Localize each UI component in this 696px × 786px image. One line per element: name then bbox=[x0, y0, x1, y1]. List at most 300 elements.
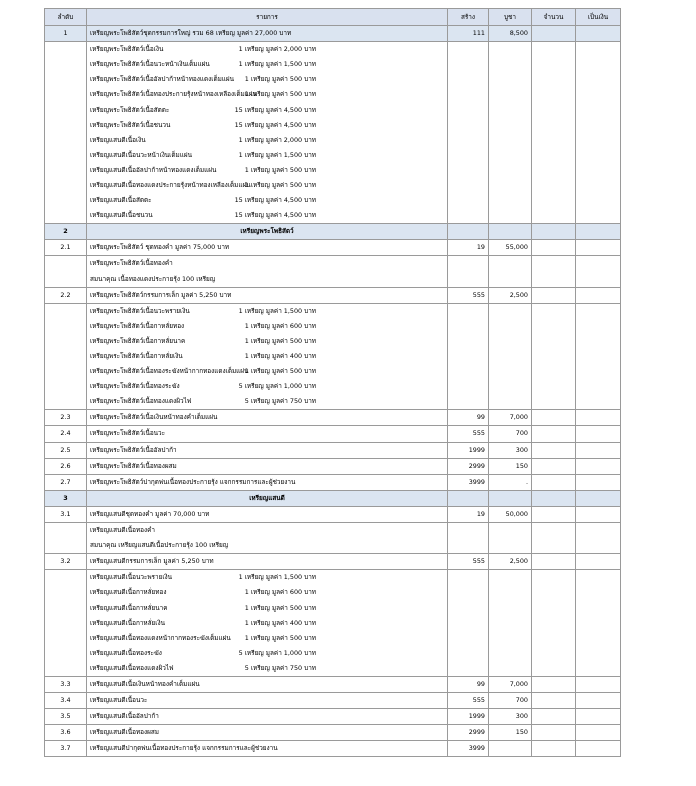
table-body bbox=[45, 26, 621, 757]
row-amount bbox=[532, 163, 576, 178]
sub-item-label: เหรียญแสนดีเนื้อกาหลั่ยเงิน bbox=[90, 618, 165, 627]
row-amount bbox=[532, 554, 576, 570]
row-donation bbox=[489, 349, 532, 364]
row-description bbox=[87, 163, 448, 178]
section-row bbox=[45, 490, 621, 506]
sub-item-quantity: 1 เหรียญ มูลค่า 1,500 บาท bbox=[238, 60, 316, 69]
sub-item-row bbox=[45, 57, 621, 72]
sub-item-row bbox=[45, 193, 621, 208]
row-money bbox=[576, 394, 621, 410]
row-number bbox=[45, 616, 87, 631]
row-donation bbox=[489, 57, 532, 72]
row-number bbox=[45, 178, 87, 193]
row-donation bbox=[489, 646, 532, 661]
row-money bbox=[576, 319, 621, 334]
row-amount bbox=[532, 42, 576, 58]
row-description bbox=[87, 118, 448, 133]
row-money bbox=[576, 490, 621, 506]
row-money bbox=[576, 334, 621, 349]
row-created: 555 bbox=[448, 426, 489, 442]
row-donation bbox=[489, 256, 532, 272]
sub-item-quantity: 15 เหรียญ มูลค่า 4,500 บาท bbox=[234, 105, 316, 114]
table-row bbox=[45, 506, 621, 522]
row-donation bbox=[489, 224, 532, 240]
sub-item-row bbox=[45, 208, 621, 224]
row-money bbox=[576, 616, 621, 631]
row-created: 555 bbox=[448, 554, 489, 570]
row-created bbox=[448, 148, 489, 163]
row-donation bbox=[489, 538, 532, 554]
row-money bbox=[576, 379, 621, 394]
row-money bbox=[576, 725, 621, 741]
row-number bbox=[45, 272, 87, 288]
row-description bbox=[87, 379, 448, 394]
row-number bbox=[45, 148, 87, 163]
sub-item-label: เหรียญพระโพธิสัตว์เนื้อทองระฆังหน้ากากทองแดงเต็มแผ่น bbox=[90, 367, 249, 376]
price-list-table bbox=[44, 8, 621, 757]
row-created bbox=[448, 208, 489, 224]
row-donation bbox=[489, 319, 532, 334]
row-donation: . bbox=[489, 474, 532, 490]
sub-item-row bbox=[45, 42, 621, 58]
row-description bbox=[87, 585, 448, 600]
row-description: เหรียญพระโพธิสัตว์ bbox=[87, 224, 448, 240]
row-amount bbox=[532, 506, 576, 522]
sub-item-row bbox=[45, 631, 621, 646]
sub-item-label: เหรียญพระโพธิสัตว์เนื้ออัลปาก้าหน้าทองแดงเต็มแผ่น bbox=[90, 75, 235, 84]
table-row bbox=[45, 693, 621, 709]
sub-item-quantity: 1 เหรียญ มูลค่า 500 บาท bbox=[244, 336, 316, 345]
row-description bbox=[87, 334, 448, 349]
table-row bbox=[45, 287, 621, 303]
row-donation bbox=[489, 600, 532, 615]
row-created bbox=[448, 256, 489, 272]
row-amount bbox=[532, 272, 576, 288]
row-description: เหรียญพระโพธิสัตว์ ชุดทองคำ มูลค่า 75,000 บาท bbox=[87, 240, 448, 256]
row-amount bbox=[532, 178, 576, 193]
row-number bbox=[45, 256, 87, 272]
row-description bbox=[87, 570, 448, 586]
row-amount bbox=[532, 631, 576, 646]
sub-item-label: เหรียญพระโพธิสัตว์เนื้อนวะหน้าเงินเต็มแผ่น bbox=[90, 60, 210, 69]
sub-item-quantity: 1 เหรียญ มูลค่า 400 บาท bbox=[244, 618, 316, 627]
row-donation: 700 bbox=[489, 693, 532, 709]
row-amount bbox=[532, 102, 576, 117]
row-amount bbox=[532, 490, 576, 506]
row-amount bbox=[532, 118, 576, 133]
row-created bbox=[448, 57, 489, 72]
row-number bbox=[45, 303, 87, 319]
row-created: 19 bbox=[448, 240, 489, 256]
row-money bbox=[576, 364, 621, 379]
row-money bbox=[576, 570, 621, 586]
sub-item-quantity: 5 เหรียญ มูลค่า 1,000 บาท bbox=[238, 382, 316, 391]
table-row bbox=[45, 709, 621, 725]
section-row bbox=[45, 224, 621, 240]
row-number bbox=[45, 349, 87, 364]
row-donation bbox=[489, 585, 532, 600]
row-donation: 700 bbox=[489, 426, 532, 442]
row-description: เหรียญพระโพธิสัตว์ปากุดพ่นเนื้อทองประกายรุ้ง แจกกรรมการและผู้ช่วยงาน bbox=[87, 474, 448, 490]
sub-item-label: เหรียญแสนดีเนื้อนวะพรายเงิน bbox=[90, 573, 172, 582]
sub-item-quantity: 1 เหรียญ มูลค่า 600 บาท bbox=[244, 588, 316, 597]
row-donation bbox=[489, 178, 532, 193]
sub-item-quantity: 1 เหรียญ มูลค่า 1,500 บาท bbox=[238, 150, 316, 159]
sub-item-quantity: 1 เหรียญ มูลค่า 1,500 บาท bbox=[238, 573, 316, 582]
row-description bbox=[87, 349, 448, 364]
sub-item-quantity: 1 เหรียญ มูลค่า 400 บาท bbox=[244, 352, 316, 361]
row-amount bbox=[532, 349, 576, 364]
row-created bbox=[448, 600, 489, 615]
row-donation bbox=[489, 272, 532, 288]
row-donation bbox=[489, 133, 532, 148]
row-amount bbox=[532, 410, 576, 426]
row-number: 3.2 bbox=[45, 554, 87, 570]
row-created: 3999 bbox=[448, 741, 489, 757]
row-created bbox=[448, 379, 489, 394]
row-donation bbox=[489, 42, 532, 58]
table-row bbox=[45, 26, 621, 42]
row-number bbox=[45, 118, 87, 133]
header-item: รายการ bbox=[87, 9, 448, 26]
row-amount bbox=[532, 646, 576, 661]
sub-item-row bbox=[45, 133, 621, 148]
row-created: 99 bbox=[448, 676, 489, 692]
sub-item-row bbox=[45, 256, 621, 272]
row-description: เหรียญแสนดีเนื้ออัลปาก้า bbox=[87, 709, 448, 725]
row-donation bbox=[489, 334, 532, 349]
row-money bbox=[576, 256, 621, 272]
sub-item-label: เหรียญพระโพธิสัตว์เนื้อกาหลั่ยเงิน bbox=[90, 352, 183, 361]
sub-item-label: เหรียญพระโพธิสัตว์เนื้อเงิน bbox=[90, 45, 164, 54]
row-number bbox=[45, 42, 87, 58]
sub-item-row bbox=[45, 163, 621, 178]
row-description: เหรียญพระโพธิสัตว์เนื้อเงินหน้าทองคำเต็มแผ่น bbox=[87, 410, 448, 426]
row-description bbox=[87, 42, 448, 58]
row-amount bbox=[532, 57, 576, 72]
row-created: 2999 bbox=[448, 725, 489, 741]
sub-item-row bbox=[45, 72, 621, 87]
row-created bbox=[448, 42, 489, 58]
row-description bbox=[87, 661, 448, 677]
table-row bbox=[45, 458, 621, 474]
row-number: 2.3 bbox=[45, 410, 87, 426]
row-description: เหรียญพระโพธิสัตว์เนื้อทองผสม bbox=[87, 458, 448, 474]
row-amount bbox=[532, 379, 576, 394]
row-donation bbox=[489, 394, 532, 410]
row-created: 1999 bbox=[448, 442, 489, 458]
row-donation: 2,500 bbox=[489, 287, 532, 303]
row-number bbox=[45, 193, 87, 208]
sub-item-row bbox=[45, 118, 621, 133]
row-number bbox=[45, 523, 87, 539]
row-money bbox=[576, 178, 621, 193]
row-money bbox=[576, 585, 621, 600]
row-created bbox=[448, 538, 489, 554]
row-number bbox=[45, 72, 87, 87]
sub-item-row bbox=[45, 523, 621, 539]
row-number: 3.1 bbox=[45, 506, 87, 522]
row-donation: 150 bbox=[489, 458, 532, 474]
row-donation bbox=[489, 72, 532, 87]
row-description bbox=[87, 102, 448, 117]
row-number bbox=[45, 600, 87, 615]
row-number: 3.5 bbox=[45, 709, 87, 725]
row-created: 99 bbox=[448, 410, 489, 426]
row-created bbox=[448, 224, 489, 240]
row-money bbox=[576, 631, 621, 646]
sub-item-row bbox=[45, 600, 621, 615]
row-donation bbox=[489, 208, 532, 224]
sub-item-row bbox=[45, 334, 621, 349]
row-number bbox=[45, 631, 87, 646]
row-description: เหรียญแสนดีเนื้อทองผสม bbox=[87, 725, 448, 741]
sub-item-label: เหรียญแสนดีเนื้อชนวน bbox=[90, 211, 153, 220]
row-money bbox=[576, 118, 621, 133]
row-donation: 2,500 bbox=[489, 554, 532, 570]
row-number bbox=[45, 585, 87, 600]
row-donation bbox=[489, 87, 532, 102]
row-money bbox=[576, 661, 621, 677]
row-number: 3.3 bbox=[45, 676, 87, 692]
sub-item-quantity: 1 เหรียญ มูลค่า 600 บาท bbox=[244, 321, 316, 330]
sub-item-quantity: 1 เหรียญ มูลค่า 500 บาท bbox=[244, 180, 316, 189]
sub-item-label: เหรียญแสนดีเนื้อทองแดงประกายรุ้งหน้าทองเหลืองเต็มแผ่น bbox=[90, 180, 251, 189]
row-amount bbox=[532, 693, 576, 709]
row-created bbox=[448, 272, 489, 288]
row-created bbox=[448, 394, 489, 410]
row-amount bbox=[532, 240, 576, 256]
row-description bbox=[87, 208, 448, 224]
row-amount bbox=[532, 585, 576, 600]
row-number: 1 bbox=[45, 26, 87, 42]
row-description: เหรียญพระโพธิสัตว์เนื้ออัลปาก้า bbox=[87, 442, 448, 458]
row-description bbox=[87, 193, 448, 208]
header-row bbox=[45, 9, 621, 26]
row-money bbox=[576, 148, 621, 163]
header-created: สร้าง bbox=[448, 9, 489, 26]
row-number: 3.4 bbox=[45, 693, 87, 709]
row-amount bbox=[532, 616, 576, 631]
row-money bbox=[576, 410, 621, 426]
table-row bbox=[45, 474, 621, 490]
sub-item-row bbox=[45, 303, 621, 319]
sub-item-label: เหรียญแสนดีเนื้อเงิน bbox=[90, 135, 146, 144]
row-money bbox=[576, 554, 621, 570]
row-created: 1999 bbox=[448, 709, 489, 725]
row-money bbox=[576, 57, 621, 72]
row-amount bbox=[532, 72, 576, 87]
row-created: 2999 bbox=[448, 458, 489, 474]
sub-item-label: เหรียญแสนดีเนื้อนวะหน้าเงินเต็มแผ่น bbox=[90, 150, 192, 159]
row-description bbox=[87, 631, 448, 646]
row-number: 2.4 bbox=[45, 426, 87, 442]
row-amount bbox=[532, 741, 576, 757]
sub-item-quantity: 1 เหรียญ มูลค่า 500 บาท bbox=[244, 367, 316, 376]
row-money bbox=[576, 287, 621, 303]
row-number bbox=[45, 379, 87, 394]
row-amount bbox=[532, 303, 576, 319]
row-donation bbox=[489, 148, 532, 163]
row-donation bbox=[489, 193, 532, 208]
row-money bbox=[576, 26, 621, 42]
row-description: เหรียญแสนดี bbox=[87, 490, 448, 506]
row-amount bbox=[532, 193, 576, 208]
sub-item-label: เหรียญพระโพธิสัตว์เนื้อนวะพรายเงิน bbox=[90, 306, 190, 315]
row-donation bbox=[489, 616, 532, 631]
row-created bbox=[448, 163, 489, 178]
row-amount bbox=[532, 133, 576, 148]
row-number: 3.6 bbox=[45, 725, 87, 741]
sub-item-row bbox=[45, 272, 621, 288]
row-money bbox=[576, 600, 621, 615]
row-money bbox=[576, 709, 621, 725]
table-row bbox=[45, 676, 621, 692]
row-number: 3.7 bbox=[45, 741, 87, 757]
row-money bbox=[576, 72, 621, 87]
row-description: สมนาคุณ เนื้อทองแดงประกายรุ้ง 100 เหรียญ bbox=[87, 272, 448, 288]
sub-item-row bbox=[45, 102, 621, 117]
row-description: เหรียญแสนดีเนื้อเงินหน้าทองคำเต็มแผ่น bbox=[87, 676, 448, 692]
sub-item-label: เหรียญพระโพธิสัตว์เนื้อทองประกายรุ้งหน้าทองเหลืองเต็มแผ่น bbox=[90, 90, 257, 99]
sub-item-row bbox=[45, 379, 621, 394]
row-number bbox=[45, 334, 87, 349]
row-description bbox=[87, 600, 448, 615]
row-description: เหรียญแสนดีเนื้อนวะ bbox=[87, 693, 448, 709]
row-description: สมนาคุณ เหรียญแสนดีเนื้อประกายรุ้ง 100 เหรียญ bbox=[87, 538, 448, 554]
row-money bbox=[576, 426, 621, 442]
row-amount bbox=[532, 26, 576, 42]
row-money bbox=[576, 42, 621, 58]
sub-item-quantity: 5 เหรียญ มูลค่า 750 บาท bbox=[244, 397, 316, 406]
row-number bbox=[45, 646, 87, 661]
row-created bbox=[448, 523, 489, 539]
row-created bbox=[448, 102, 489, 117]
row-description: เหรียญแสนดีกรรมการเล็ก มูลค่า 5,250 บาท bbox=[87, 554, 448, 570]
row-donation bbox=[489, 303, 532, 319]
row-donation: 50,000 bbox=[489, 506, 532, 522]
row-created bbox=[448, 118, 489, 133]
sub-item-label: เหรียญแสนดีเนื้อกาหลั่ยนาค bbox=[90, 603, 168, 612]
row-donation bbox=[489, 523, 532, 539]
row-number bbox=[45, 394, 87, 410]
row-donation bbox=[489, 570, 532, 586]
row-created: 111 bbox=[448, 26, 489, 42]
row-number: 2.5 bbox=[45, 442, 87, 458]
row-amount bbox=[532, 709, 576, 725]
row-number bbox=[45, 208, 87, 224]
row-money bbox=[576, 133, 621, 148]
sub-item-row bbox=[45, 148, 621, 163]
row-amount bbox=[532, 442, 576, 458]
row-created bbox=[448, 319, 489, 334]
row-created bbox=[448, 570, 489, 586]
sub-item-label: เหรียญพระโพธิสัตว์เนื้อกาหลั่ยนาค bbox=[90, 336, 186, 345]
sub-item-quantity: 1 เหรียญ มูลค่า 500 บาท bbox=[244, 633, 316, 642]
row-money bbox=[576, 224, 621, 240]
row-created bbox=[448, 646, 489, 661]
table-row bbox=[45, 741, 621, 757]
row-created bbox=[448, 349, 489, 364]
row-number: 2.1 bbox=[45, 240, 87, 256]
row-amount bbox=[532, 394, 576, 410]
row-amount bbox=[532, 523, 576, 539]
row-description bbox=[87, 178, 448, 193]
row-created bbox=[448, 490, 489, 506]
sub-item-row bbox=[45, 538, 621, 554]
row-money bbox=[576, 506, 621, 522]
row-money bbox=[576, 458, 621, 474]
row-created bbox=[448, 72, 489, 87]
row-donation: 300 bbox=[489, 442, 532, 458]
sub-item-label: เหรียญแสนดีเนื้อทองแดงหน้ากากทองระฆังเต็มแผ่น bbox=[90, 633, 231, 642]
row-description bbox=[87, 616, 448, 631]
row-amount bbox=[532, 676, 576, 692]
row-description bbox=[87, 87, 448, 102]
header-donation: บูชา bbox=[489, 9, 532, 26]
row-amount bbox=[532, 474, 576, 490]
row-amount bbox=[532, 334, 576, 349]
sub-item-quantity: 1 เหรียญ มูลค่า 500 บาท bbox=[244, 75, 316, 84]
row-number bbox=[45, 133, 87, 148]
row-description: เหรียญแสนดีปากุดพ่นเนื้อทองประกายรุ้ง แจกกรรมการและผู้ช่วยงาน bbox=[87, 741, 448, 757]
sub-item-row bbox=[45, 178, 621, 193]
row-created bbox=[448, 585, 489, 600]
sub-item-label: เหรียญพระโพธิสัตว์เนื้อทองระฆัง bbox=[90, 382, 180, 391]
sub-item-quantity: 1 เหรียญ มูลค่า 2,000 บาท bbox=[238, 45, 316, 54]
row-description bbox=[87, 148, 448, 163]
row-money bbox=[576, 693, 621, 709]
sub-item-quantity: 1 เหรียญ มูลค่า 1,500 บาท bbox=[238, 306, 316, 315]
row-created bbox=[448, 364, 489, 379]
row-donation: 8,500 bbox=[489, 26, 532, 42]
row-created bbox=[448, 661, 489, 677]
sub-item-quantity: 1 เหรียญ มูลค่า 500 บาท bbox=[244, 165, 316, 174]
header-money: เป็นเงิน bbox=[576, 9, 621, 26]
row-number bbox=[45, 57, 87, 72]
row-donation bbox=[489, 661, 532, 677]
row-number: 2.7 bbox=[45, 474, 87, 490]
sub-item-row bbox=[45, 394, 621, 410]
row-amount bbox=[532, 458, 576, 474]
row-created: 555 bbox=[448, 287, 489, 303]
table-row bbox=[45, 240, 621, 256]
row-money bbox=[576, 87, 621, 102]
row-amount bbox=[532, 600, 576, 615]
row-created bbox=[448, 87, 489, 102]
row-money bbox=[576, 442, 621, 458]
sub-item-quantity: 15 เหรียญ มูลค่า 4,500 บาท bbox=[234, 211, 316, 220]
sub-item-quantity: 1 เหรียญ มูลค่า 500 บาท bbox=[244, 90, 316, 99]
row-amount bbox=[532, 538, 576, 554]
sub-item-row bbox=[45, 319, 621, 334]
table-row bbox=[45, 725, 621, 741]
row-created bbox=[448, 133, 489, 148]
sub-item-label: เหรียญพระโพธิสัตว์เนื้อสัตตะ bbox=[90, 105, 170, 114]
row-money bbox=[576, 741, 621, 757]
row-description: เหรียญพระโพธิสัตว์กรรมการเล็ก มูลค่า 5,250 บาท bbox=[87, 287, 448, 303]
row-description: เหรียญพระโพธิสัตว์เนื้อนวะ bbox=[87, 426, 448, 442]
row-created bbox=[448, 631, 489, 646]
row-amount bbox=[532, 319, 576, 334]
row-donation: 300 bbox=[489, 709, 532, 725]
sub-item-quantity: 15 เหรียญ มูลค่า 4,500 บาท bbox=[234, 120, 316, 129]
row-donation bbox=[489, 379, 532, 394]
row-money bbox=[576, 349, 621, 364]
row-created: 555 bbox=[448, 693, 489, 709]
row-created bbox=[448, 616, 489, 631]
row-created bbox=[448, 193, 489, 208]
